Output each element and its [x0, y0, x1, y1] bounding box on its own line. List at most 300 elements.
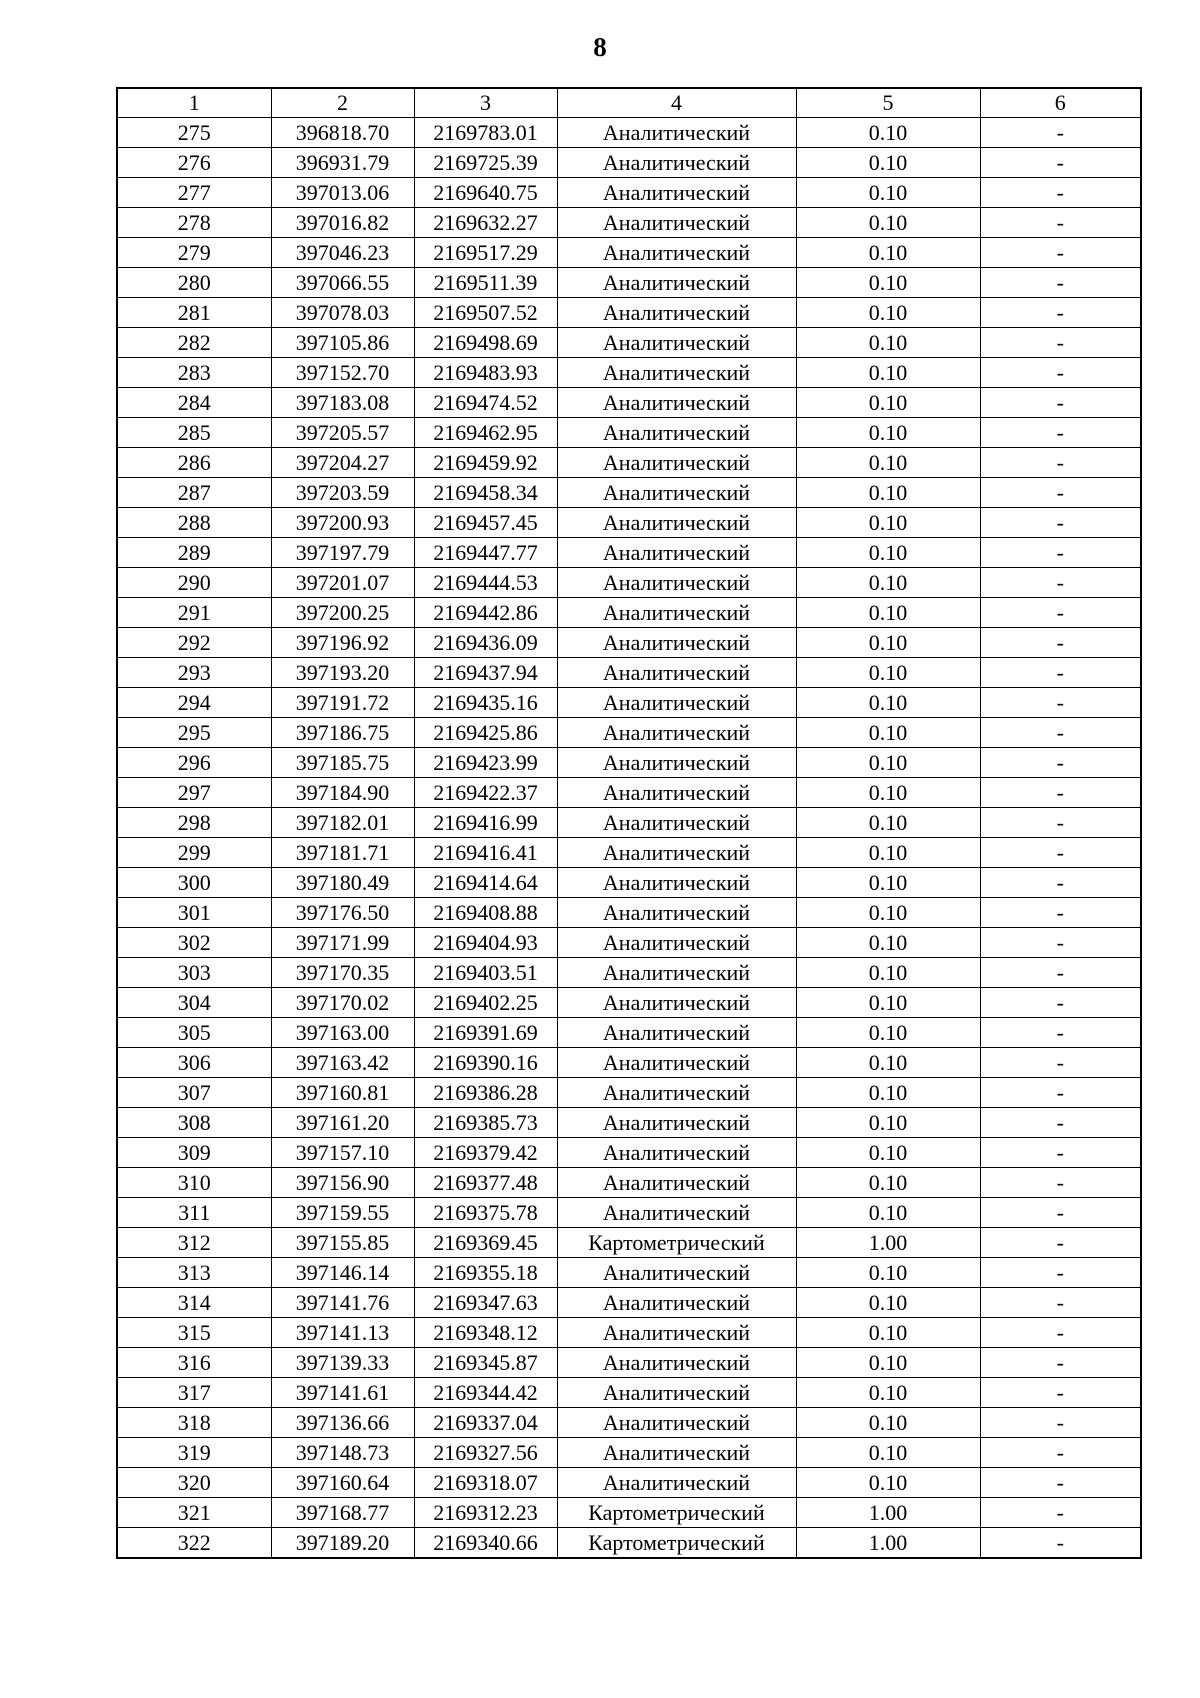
table-row — [117, 1468, 1141, 1498]
point-number-cell: 316 — [117, 1348, 271, 1378]
table-row — [117, 928, 1141, 958]
table-row — [117, 1438, 1141, 1468]
accuracy-cell: 0.10 — [796, 298, 980, 328]
y-coordinate-cell: 2169425.86 — [414, 718, 557, 748]
x-coordinate-cell: 397204.27 — [271, 448, 414, 478]
table-row — [117, 268, 1141, 298]
point-number-cell: 294 — [117, 688, 271, 718]
x-coordinate-cell: 397197.79 — [271, 538, 414, 568]
x-coordinate-cell: 397200.93 — [271, 508, 414, 538]
accuracy-cell: 0.10 — [796, 778, 980, 808]
method-cell: Аналитический — [557, 1018, 796, 1048]
y-coordinate-cell: 2169327.56 — [414, 1438, 557, 1468]
y-coordinate-cell: 2169483.93 — [414, 358, 557, 388]
table-row — [117, 658, 1141, 688]
method-cell: Аналитический — [557, 1408, 796, 1438]
method-cell: Аналитический — [557, 1288, 796, 1318]
description-cell: - — [980, 1318, 1141, 1348]
method-cell: Картометрический — [557, 1498, 796, 1528]
method-cell: Аналитический — [557, 388, 796, 418]
description-cell: - — [980, 418, 1141, 448]
accuracy-cell: 1.00 — [796, 1528, 980, 1559]
y-coordinate-cell: 2169369.45 — [414, 1228, 557, 1258]
point-number-cell: 281 — [117, 298, 271, 328]
x-coordinate-cell: 397163.42 — [271, 1048, 414, 1078]
method-cell: Аналитический — [557, 1168, 796, 1198]
table-row — [117, 628, 1141, 658]
accuracy-cell: 0.10 — [796, 1108, 980, 1138]
x-coordinate-cell: 397189.20 — [271, 1528, 414, 1559]
table-row — [117, 538, 1141, 568]
point-number-cell: 322 — [117, 1528, 271, 1559]
description-cell: - — [980, 988, 1141, 1018]
table-row — [117, 1138, 1141, 1168]
header-cell: 5 — [796, 88, 980, 118]
point-number-cell: 309 — [117, 1138, 271, 1168]
method-cell: Аналитический — [557, 298, 796, 328]
x-coordinate-cell: 397141.13 — [271, 1318, 414, 1348]
description-cell: - — [980, 1408, 1141, 1438]
description-cell: - — [980, 748, 1141, 778]
description-cell: - — [980, 238, 1141, 268]
accuracy-cell: 0.10 — [796, 1318, 980, 1348]
description-cell: - — [980, 598, 1141, 628]
description-cell: - — [980, 208, 1141, 238]
description-cell: - — [980, 1348, 1141, 1378]
point-number-cell: 291 — [117, 598, 271, 628]
accuracy-cell: 0.10 — [796, 178, 980, 208]
table-row — [117, 418, 1141, 448]
description-cell: - — [980, 118, 1141, 148]
accuracy-cell: 0.10 — [796, 118, 980, 148]
point-number-cell: 303 — [117, 958, 271, 988]
description-cell: - — [980, 868, 1141, 898]
table-row — [117, 1018, 1141, 1048]
y-coordinate-cell: 2169447.77 — [414, 538, 557, 568]
accuracy-cell: 0.10 — [796, 148, 980, 178]
table-row — [117, 748, 1141, 778]
accuracy-cell: 0.10 — [796, 808, 980, 838]
method-cell: Аналитический — [557, 658, 796, 688]
description-cell: - — [980, 1198, 1141, 1228]
method-cell: Аналитический — [557, 778, 796, 808]
y-coordinate-cell: 2169517.29 — [414, 238, 557, 268]
accuracy-cell: 0.10 — [796, 928, 980, 958]
method-cell: Аналитический — [557, 208, 796, 238]
description-cell: - — [980, 1048, 1141, 1078]
method-cell: Аналитический — [557, 1198, 796, 1228]
table-row — [117, 1528, 1141, 1559]
description-cell: - — [980, 178, 1141, 208]
y-coordinate-cell: 2169459.92 — [414, 448, 557, 478]
point-number-cell: 308 — [117, 1108, 271, 1138]
point-number-cell: 302 — [117, 928, 271, 958]
x-coordinate-cell: 397016.82 — [271, 208, 414, 238]
table-row — [117, 208, 1141, 238]
accuracy-cell: 0.10 — [796, 748, 980, 778]
point-number-cell: 276 — [117, 148, 271, 178]
point-number-cell: 304 — [117, 988, 271, 1018]
accuracy-cell: 0.10 — [796, 328, 980, 358]
table-row — [117, 1108, 1141, 1138]
accuracy-cell: 0.10 — [796, 238, 980, 268]
method-cell: Аналитический — [557, 748, 796, 778]
x-coordinate-cell: 397182.01 — [271, 808, 414, 838]
y-coordinate-cell: 2169348.12 — [414, 1318, 557, 1348]
coordinates-table — [116, 87, 1142, 1559]
point-number-cell: 310 — [117, 1168, 271, 1198]
method-cell: Аналитический — [557, 238, 796, 268]
table-row — [117, 1378, 1141, 1408]
x-coordinate-cell: 397141.61 — [271, 1378, 414, 1408]
table-row — [117, 508, 1141, 538]
table-row — [117, 808, 1141, 838]
point-number-cell: 314 — [117, 1288, 271, 1318]
table-row — [117, 868, 1141, 898]
x-coordinate-cell: 397136.66 — [271, 1408, 414, 1438]
y-coordinate-cell: 2169632.27 — [414, 208, 557, 238]
x-coordinate-cell: 397013.06 — [271, 178, 414, 208]
point-number-cell: 277 — [117, 178, 271, 208]
x-coordinate-cell: 397141.76 — [271, 1288, 414, 1318]
accuracy-cell: 0.10 — [796, 658, 980, 688]
x-coordinate-cell: 397181.71 — [271, 838, 414, 868]
description-cell: - — [980, 298, 1141, 328]
description-cell: - — [980, 478, 1141, 508]
y-coordinate-cell: 2169444.53 — [414, 568, 557, 598]
accuracy-cell: 0.10 — [796, 388, 980, 418]
description-cell: - — [980, 358, 1141, 388]
accuracy-cell: 0.10 — [796, 568, 980, 598]
description-cell: - — [980, 508, 1141, 538]
method-cell: Аналитический — [557, 928, 796, 958]
point-number-cell: 315 — [117, 1318, 271, 1348]
point-number-cell: 284 — [117, 388, 271, 418]
point-number-cell: 305 — [117, 1018, 271, 1048]
description-cell: - — [980, 1228, 1141, 1258]
x-coordinate-cell: 397156.90 — [271, 1168, 414, 1198]
point-number-cell: 282 — [117, 328, 271, 358]
x-coordinate-cell: 397105.86 — [271, 328, 414, 358]
table-row — [117, 1198, 1141, 1228]
method-cell: Картометрический — [557, 1228, 796, 1258]
x-coordinate-cell: 397161.20 — [271, 1108, 414, 1138]
point-number-cell: 278 — [117, 208, 271, 238]
point-number-cell: 320 — [117, 1468, 271, 1498]
table-row — [117, 718, 1141, 748]
table-row — [117, 328, 1141, 358]
x-coordinate-cell: 397185.75 — [271, 748, 414, 778]
point-number-cell: 293 — [117, 658, 271, 688]
accuracy-cell: 0.10 — [796, 1258, 980, 1288]
method-cell: Аналитический — [557, 1378, 796, 1408]
x-coordinate-cell: 397170.02 — [271, 988, 414, 1018]
x-coordinate-cell: 397168.77 — [271, 1498, 414, 1528]
y-coordinate-cell: 2169458.34 — [414, 478, 557, 508]
accuracy-cell: 0.10 — [796, 268, 980, 298]
accuracy-cell: 1.00 — [796, 1498, 980, 1528]
y-coordinate-cell: 2169345.87 — [414, 1348, 557, 1378]
x-coordinate-cell: 397183.08 — [271, 388, 414, 418]
table-row — [117, 1228, 1141, 1258]
x-coordinate-cell: 396931.79 — [271, 148, 414, 178]
method-cell: Аналитический — [557, 1108, 796, 1138]
y-coordinate-cell: 2169347.63 — [414, 1288, 557, 1318]
table-row — [117, 568, 1141, 598]
description-cell: - — [980, 1168, 1141, 1198]
description-cell: - — [980, 1288, 1141, 1318]
x-coordinate-cell: 397186.75 — [271, 718, 414, 748]
point-number-cell: 288 — [117, 508, 271, 538]
accuracy-cell: 0.10 — [796, 1288, 980, 1318]
y-coordinate-cell: 2169783.01 — [414, 118, 557, 148]
description-cell: - — [980, 1018, 1141, 1048]
y-coordinate-cell: 2169422.37 — [414, 778, 557, 808]
description-cell: - — [980, 808, 1141, 838]
description-cell: - — [980, 1108, 1141, 1138]
y-coordinate-cell: 2169404.93 — [414, 928, 557, 958]
description-cell: - — [980, 328, 1141, 358]
method-cell: Аналитический — [557, 988, 796, 1018]
y-coordinate-cell: 2169403.51 — [414, 958, 557, 988]
header-cell: 2 — [271, 88, 414, 118]
point-number-cell: 318 — [117, 1408, 271, 1438]
table-row — [117, 1048, 1141, 1078]
x-coordinate-cell: 397191.72 — [271, 688, 414, 718]
accuracy-cell: 0.10 — [796, 418, 980, 448]
point-number-cell: 275 — [117, 118, 271, 148]
method-cell: Аналитический — [557, 268, 796, 298]
description-cell: - — [980, 568, 1141, 598]
accuracy-cell: 0.10 — [796, 1468, 980, 1498]
x-coordinate-cell: 397160.81 — [271, 1078, 414, 1108]
x-coordinate-cell: 397196.92 — [271, 628, 414, 658]
description-cell: - — [980, 1468, 1141, 1498]
accuracy-cell: 0.10 — [796, 538, 980, 568]
x-coordinate-cell: 397180.49 — [271, 868, 414, 898]
y-coordinate-cell: 2169318.07 — [414, 1468, 557, 1498]
point-number-cell: 299 — [117, 838, 271, 868]
accuracy-cell: 0.10 — [796, 958, 980, 988]
table-row — [117, 1318, 1141, 1348]
y-coordinate-cell: 2169640.75 — [414, 178, 557, 208]
description-cell: - — [980, 778, 1141, 808]
description-cell: - — [980, 1528, 1141, 1559]
x-coordinate-cell: 397066.55 — [271, 268, 414, 298]
y-coordinate-cell: 2169337.04 — [414, 1408, 557, 1438]
table-row — [117, 778, 1141, 808]
y-coordinate-cell: 2169462.95 — [414, 418, 557, 448]
header-cell: 6 — [980, 88, 1141, 118]
table-row — [117, 238, 1141, 268]
accuracy-cell: 0.10 — [796, 1138, 980, 1168]
accuracy-cell: 0.10 — [796, 1198, 980, 1228]
method-cell: Аналитический — [557, 148, 796, 178]
accuracy-cell: 0.10 — [796, 718, 980, 748]
method-cell: Картометрический — [557, 1528, 796, 1559]
table-row — [117, 958, 1141, 988]
point-number-cell: 307 — [117, 1078, 271, 1108]
point-number-cell: 296 — [117, 748, 271, 778]
method-cell: Аналитический — [557, 118, 796, 148]
header-cell: 4 — [557, 88, 796, 118]
table-row — [117, 1078, 1141, 1108]
method-cell: Аналитический — [557, 898, 796, 928]
point-number-cell: 290 — [117, 568, 271, 598]
accuracy-cell: 0.10 — [796, 688, 980, 718]
table-header-row — [117, 88, 1141, 118]
method-cell: Аналитический — [557, 538, 796, 568]
x-coordinate-cell: 397203.59 — [271, 478, 414, 508]
y-coordinate-cell: 2169414.64 — [414, 868, 557, 898]
description-cell: - — [980, 1138, 1141, 1168]
y-coordinate-cell: 2169386.28 — [414, 1078, 557, 1108]
x-coordinate-cell: 397205.57 — [271, 418, 414, 448]
method-cell: Аналитический — [557, 1078, 796, 1108]
table-row — [117, 148, 1141, 178]
x-coordinate-cell: 397159.55 — [271, 1198, 414, 1228]
y-coordinate-cell: 2169391.69 — [414, 1018, 557, 1048]
x-coordinate-cell: 397170.35 — [271, 958, 414, 988]
description-cell: - — [980, 1078, 1141, 1108]
accuracy-cell: 0.10 — [796, 448, 980, 478]
table-row — [117, 298, 1141, 328]
description-cell: - — [980, 928, 1141, 958]
accuracy-cell: 0.10 — [796, 508, 980, 538]
x-coordinate-cell: 397200.25 — [271, 598, 414, 628]
table-body — [117, 88, 1141, 1558]
table-row — [117, 988, 1141, 1018]
table-row — [117, 178, 1141, 208]
x-coordinate-cell: 397171.99 — [271, 928, 414, 958]
table-row — [117, 1168, 1141, 1198]
y-coordinate-cell: 2169355.18 — [414, 1258, 557, 1288]
x-coordinate-cell: 397139.33 — [271, 1348, 414, 1378]
point-number-cell: 311 — [117, 1198, 271, 1228]
x-coordinate-cell: 396818.70 — [271, 118, 414, 148]
accuracy-cell: 0.10 — [796, 1348, 980, 1378]
x-coordinate-cell: 397193.20 — [271, 658, 414, 688]
method-cell: Аналитический — [557, 688, 796, 718]
description-cell: - — [980, 1378, 1141, 1408]
table-row — [117, 118, 1141, 148]
point-number-cell: 312 — [117, 1228, 271, 1258]
method-cell: Аналитический — [557, 1048, 796, 1078]
accuracy-cell: 0.10 — [796, 1168, 980, 1198]
x-coordinate-cell: 397163.00 — [271, 1018, 414, 1048]
description-cell: - — [980, 148, 1141, 178]
header-cell: 3 — [414, 88, 557, 118]
page-number: 8 — [593, 32, 607, 62]
point-number-cell: 313 — [117, 1258, 271, 1288]
method-cell: Аналитический — [557, 1138, 796, 1168]
y-coordinate-cell: 2169402.25 — [414, 988, 557, 1018]
y-coordinate-cell: 2169498.69 — [414, 328, 557, 358]
accuracy-cell: 0.10 — [796, 598, 980, 628]
accuracy-cell: 0.10 — [796, 898, 980, 928]
description-cell: - — [980, 688, 1141, 718]
method-cell: Аналитический — [557, 358, 796, 388]
x-coordinate-cell: 397176.50 — [271, 898, 414, 928]
method-cell: Аналитический — [557, 958, 796, 988]
point-number-cell: 289 — [117, 538, 271, 568]
accuracy-cell: 0.10 — [796, 1048, 980, 1078]
description-cell: - — [980, 1258, 1141, 1288]
y-coordinate-cell: 2169344.42 — [414, 1378, 557, 1408]
accuracy-cell: 0.10 — [796, 1408, 980, 1438]
method-cell: Аналитический — [557, 328, 796, 358]
description-cell: - — [980, 538, 1141, 568]
y-coordinate-cell: 2169408.88 — [414, 898, 557, 928]
x-coordinate-cell: 397046.23 — [271, 238, 414, 268]
point-number-cell: 319 — [117, 1438, 271, 1468]
table-row — [117, 598, 1141, 628]
y-coordinate-cell: 2169340.66 — [414, 1528, 557, 1559]
table-row — [117, 388, 1141, 418]
description-cell: - — [980, 388, 1141, 418]
table-row — [117, 1288, 1141, 1318]
description-cell: - — [980, 838, 1141, 868]
method-cell: Аналитический — [557, 838, 796, 868]
table-row — [117, 1408, 1141, 1438]
accuracy-cell: 0.10 — [796, 478, 980, 508]
accuracy-cell: 0.10 — [796, 838, 980, 868]
description-cell: - — [980, 268, 1141, 298]
point-number-cell: 298 — [117, 808, 271, 838]
x-coordinate-cell: 397155.85 — [271, 1228, 414, 1258]
x-coordinate-cell: 397152.70 — [271, 358, 414, 388]
accuracy-cell: 0.10 — [796, 1018, 980, 1048]
y-coordinate-cell: 2169507.52 — [414, 298, 557, 328]
accuracy-cell: 0.10 — [796, 1078, 980, 1108]
method-cell: Аналитический — [557, 568, 796, 598]
method-cell: Аналитический — [557, 178, 796, 208]
x-coordinate-cell: 397078.03 — [271, 298, 414, 328]
point-number-cell: 321 — [117, 1498, 271, 1528]
table-row — [117, 1258, 1141, 1288]
table-row — [117, 358, 1141, 388]
x-coordinate-cell: 397157.10 — [271, 1138, 414, 1168]
y-coordinate-cell: 2169385.73 — [414, 1108, 557, 1138]
method-cell: Аналитический — [557, 1438, 796, 1468]
y-coordinate-cell: 2169416.41 — [414, 838, 557, 868]
method-cell: Аналитический — [557, 868, 796, 898]
accuracy-cell: 0.10 — [796, 1438, 980, 1468]
y-coordinate-cell: 2169375.78 — [414, 1198, 557, 1228]
point-number-cell: 301 — [117, 898, 271, 928]
table-row — [117, 1348, 1141, 1378]
accuracy-cell: 0.10 — [796, 628, 980, 658]
description-cell: - — [980, 448, 1141, 478]
y-coordinate-cell: 2169416.99 — [414, 808, 557, 838]
description-cell: - — [980, 628, 1141, 658]
point-number-cell: 292 — [117, 628, 271, 658]
description-cell: - — [980, 1438, 1141, 1468]
accuracy-cell: 0.10 — [796, 868, 980, 898]
accuracy-cell: 0.10 — [796, 1378, 980, 1408]
point-number-cell: 306 — [117, 1048, 271, 1078]
x-coordinate-cell: 397160.64 — [271, 1468, 414, 1498]
x-coordinate-cell: 397146.14 — [271, 1258, 414, 1288]
method-cell: Аналитический — [557, 1348, 796, 1378]
description-cell: - — [980, 898, 1141, 928]
method-cell: Аналитический — [557, 718, 796, 748]
header-cell: 1 — [117, 88, 271, 118]
accuracy-cell: 0.10 — [796, 988, 980, 1018]
table-row — [117, 838, 1141, 868]
x-coordinate-cell: 397201.07 — [271, 568, 414, 598]
y-coordinate-cell: 2169423.99 — [414, 748, 557, 778]
